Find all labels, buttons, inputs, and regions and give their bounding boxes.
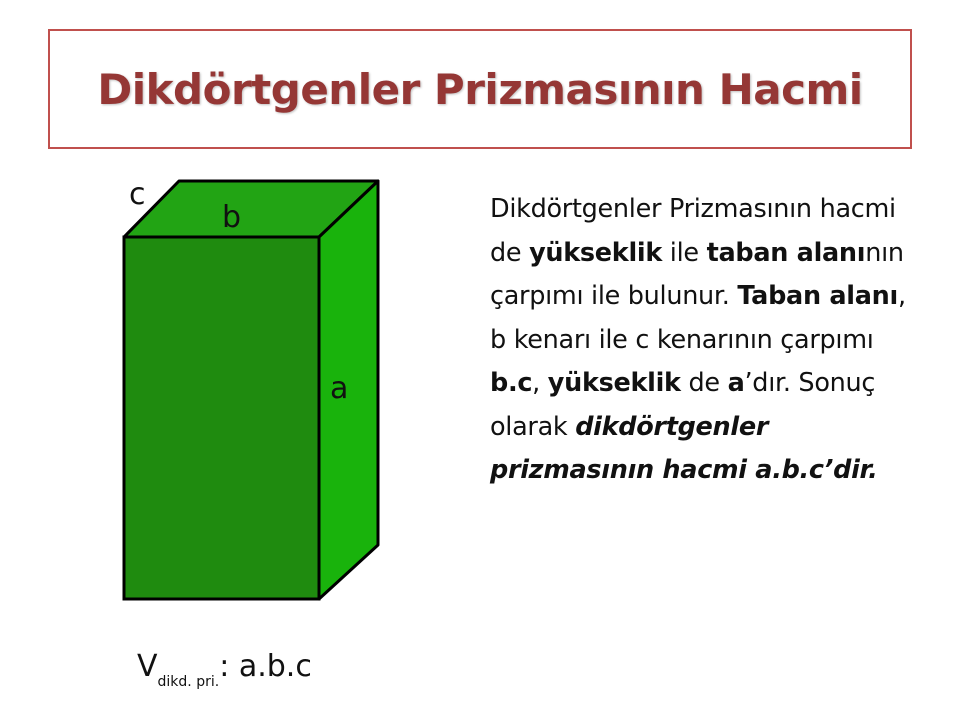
label-a: a <box>330 371 349 406</box>
formula-rest: : a.b.c <box>219 649 312 684</box>
text-run: de <box>680 368 728 398</box>
prism-front-face <box>124 237 319 599</box>
text-bold: Taban alanı <box>737 281 898 311</box>
formula-v: V <box>137 649 158 684</box>
text-run: , <box>532 368 548 398</box>
text-bold: taban alanı <box>706 237 866 268</box>
text-run: Dikdörtgenler Prizmasının hacmi de <box>490 194 896 268</box>
text-run: ’dır. Sonuç olarak <box>490 368 876 442</box>
text-run: ile <box>662 237 707 268</box>
text-bold: a <box>727 368 745 398</box>
label-b: b <box>222 200 242 235</box>
explanation-paragraph <box>490 188 910 493</box>
slide-title: Dikdörtgenler Prizmasının Hacmi <box>97 64 863 114</box>
text-bold: yükseklik <box>547 368 681 398</box>
label-c: c <box>129 177 146 212</box>
text-bold: b.c <box>490 368 533 398</box>
text-bold-italic: dikdörtgenler prizmasının hacmi a.b.c’dir. <box>490 411 878 485</box>
text-run: nın çarpımı ile bulunur. <box>490 237 904 311</box>
volume-formula <box>137 649 312 690</box>
text-bold: yükseklik <box>529 237 662 268</box>
prism-side-face <box>319 181 378 599</box>
text-run: , b kenarı ile c kenarının çarpımı <box>490 281 906 355</box>
formula-subscript: dikd. pri. <box>157 674 220 690</box>
